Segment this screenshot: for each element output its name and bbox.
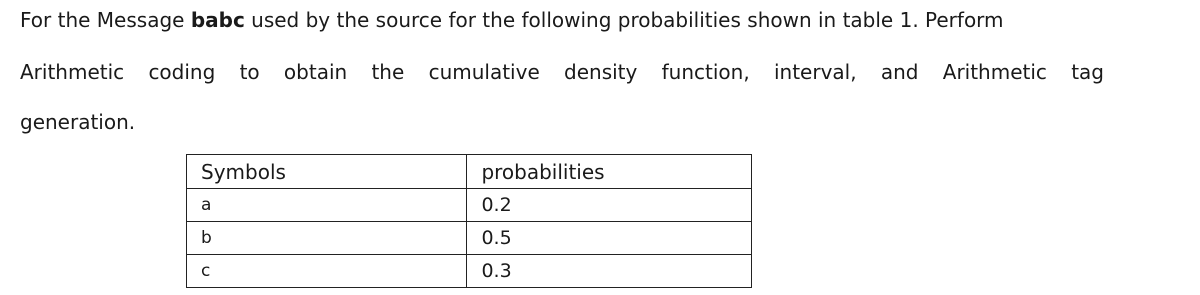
question-text-suffix: used by the source for the following probabilities shown in table 1. Perform [244,8,1004,32]
header-symbols: Symbols [187,155,467,189]
probability-cell: 0.3 [467,255,752,288]
question-line-1 [20,8,1104,32]
table-row [187,222,752,255]
probability-cell: 0.2 [467,189,752,222]
question-text-prefix: For the Message [20,8,191,32]
table-row [187,255,752,288]
message-keyword: babc [190,8,245,32]
table-row [187,189,752,222]
probability-cell: 0.5 [467,222,752,255]
symbol-cell: a [187,189,467,222]
question-line-2: Arithmetic coding to obtain the cumulative density function, interval, and Arithmetic tag [20,60,1104,84]
header-probabilities: probabilities [467,155,752,189]
question-line-3: generation. [20,110,136,134]
table-header-row [187,155,752,189]
symbol-cell: b [187,222,467,255]
symbol-cell: c [187,255,467,288]
probability-table [186,154,752,288]
